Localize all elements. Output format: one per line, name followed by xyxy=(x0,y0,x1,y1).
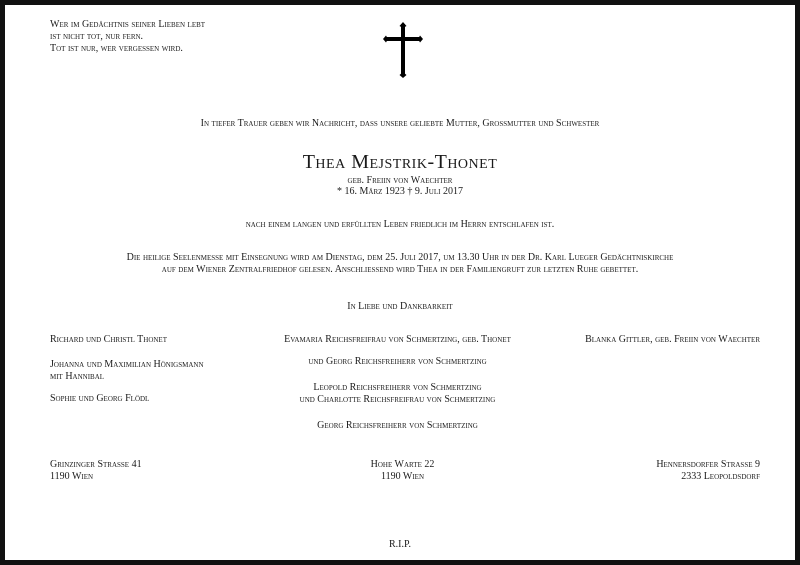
address-left xyxy=(50,459,142,483)
memorial-quote xyxy=(50,19,205,55)
mourner-name: mit Hannibal xyxy=(50,371,105,382)
passing-text: nach einem langen und erfüllten Leben friedlich im Herrn entschlafen ist. xyxy=(245,219,555,230)
quote-line: ist nicht tot, nur fern. xyxy=(50,31,144,42)
rip-text: R.I.P. xyxy=(389,539,411,550)
mass-line: auf dem Wiener Zentralfriedhof gelesen. Anschliessend wird Thea in der Familiengruft zur letzten Ruhe gebettet. xyxy=(161,264,639,275)
address-city: 1190 Wien xyxy=(50,471,94,482)
address-right xyxy=(560,459,760,483)
address-street: Grinzinger Strasse 41 xyxy=(50,459,142,470)
quote-line: Wer im Gedächtnis seiner Lieben lebt xyxy=(50,19,206,30)
mourner-name: Sophie und Georg Flödl xyxy=(50,393,150,404)
love-gratitude: In Liebe und Dankbarkeit xyxy=(347,301,453,312)
mourner-name: und Georg Reichsfreiherr von Schmertzing xyxy=(308,356,487,367)
life-dates: * 16. März 1923 † 9. Juli 2017 xyxy=(337,186,463,197)
mourners-center xyxy=(245,334,550,432)
mourner-name: Evamaria Reichsfreifrau von Schmertzing, geb. Thonet xyxy=(284,334,511,345)
address-city: 1190 Wien xyxy=(380,471,425,482)
intro-text: In tiefer Trauer geben wir Nachricht, dass unsere geliebte Mutter, Grossmutter und Schwester xyxy=(200,118,600,129)
mourner-name: Johanna und Maximilian Hönigsmann xyxy=(50,359,204,370)
mourner-name: und Charlotte Reichsfreifrau von Schmertzing xyxy=(299,394,496,405)
mourner-name: Blanka Gittler, geb. Freiin von Waechter xyxy=(585,334,760,345)
mourner-name: Leopold Reichsfreiherr von Schmertzing xyxy=(313,382,482,393)
mourner-name: Richard und Christl Thonet xyxy=(50,334,167,345)
deceased-name: Thea Mejstrik-Thonet xyxy=(302,151,498,173)
address-street: Hohe Warte 22 xyxy=(370,459,435,470)
birth-name: geb. Freiin von Waechter xyxy=(347,175,453,186)
cross-icon xyxy=(383,22,423,78)
address-center xyxy=(345,459,460,483)
mass-line: Die heilige Seelenmesse mit Einsegnung wird am Dienstag, dem 25. Juli 2017, um 13.30 Uhr in der Dr. Karl Lueger Gedächtniskirche xyxy=(126,252,674,263)
mourner-name: Georg Reichsfreiherr von Schmertzing xyxy=(317,420,478,431)
mass-announcement xyxy=(5,252,795,276)
quote-line: Tot ist nur, wer vergessen wird. xyxy=(50,43,183,54)
address-street: Hennersdorfer Strasse 9 xyxy=(656,459,760,470)
address-city: 2333 Leopoldsdorf xyxy=(681,471,760,482)
mourners-right xyxy=(560,334,760,346)
